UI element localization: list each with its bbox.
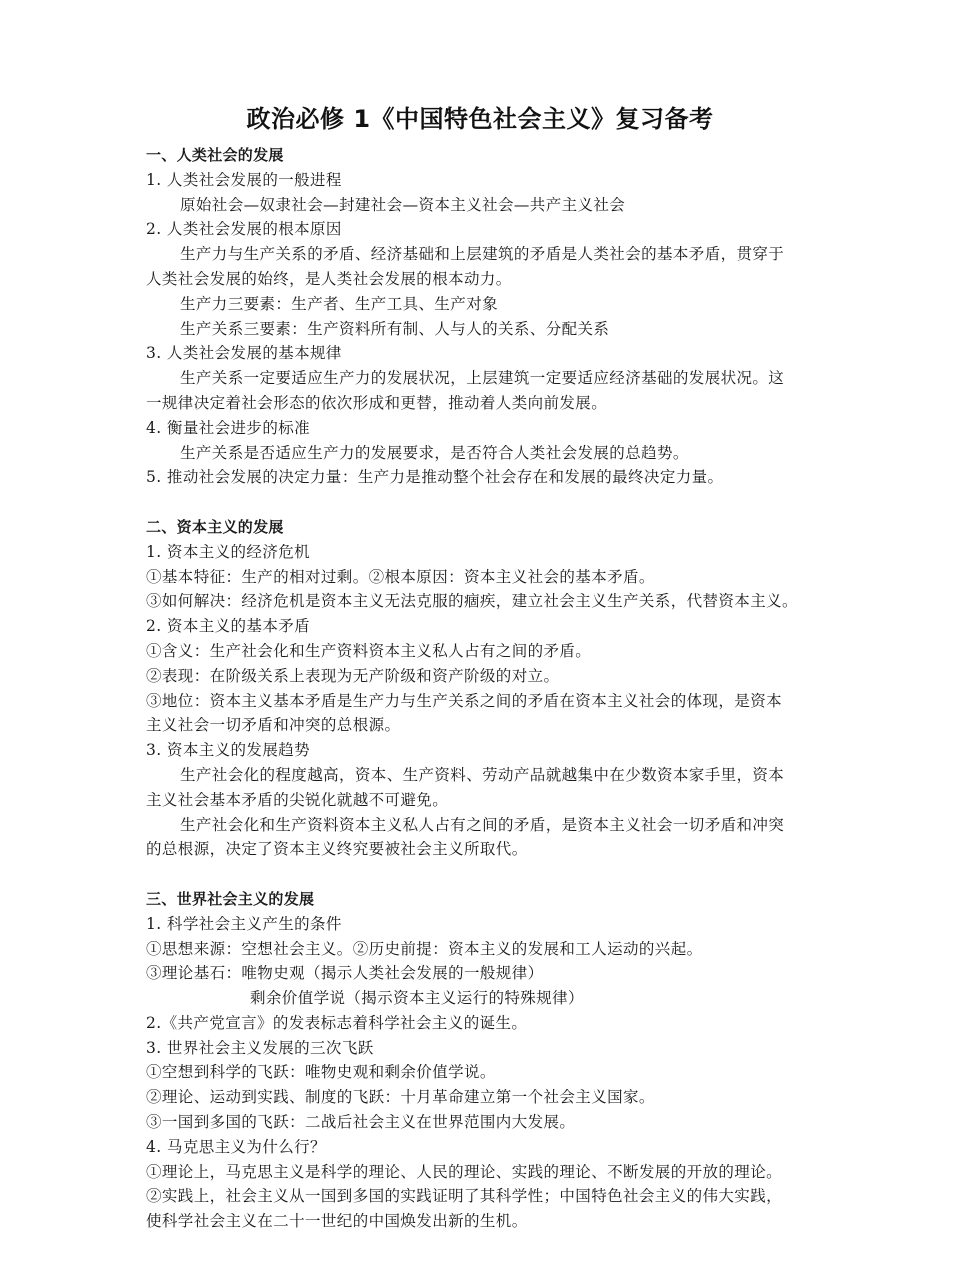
- text-line: 人类社会发展的始终，是人类社会发展的根本动力。: [146, 269, 512, 288]
- document-body: [146, 143, 826, 1234]
- text-line: ①基本特征：生产的相对过剩。②根本原因：资本主义社会的基本矛盾。: [146, 567, 655, 586]
- text-line: ②表现：在阶级关系上表现为无产阶级和资产阶级的对立。: [146, 666, 560, 685]
- section-heading: 二、资本主义的发展: [146, 517, 284, 536]
- section-heading: 三、世界社会主义的发展: [146, 889, 315, 908]
- text-line: 原始社会—奴隶社会—封建社会—资本主义社会—共产主义社会: [180, 195, 626, 214]
- text-line: 2.《共产党宣言》的发表标志着科学社会主义的诞生。: [146, 1013, 528, 1032]
- text-line: 3. 资本主义的发展趋势: [146, 741, 311, 760]
- text-line: ③如何解决：经济危机是资本主义无法克服的痼疾，建立社会主义生产关系，代替资本主义。: [146, 592, 798, 611]
- text-line: ①空想到科学的飞跃：唯物史观和剩余价值学说。: [146, 1063, 496, 1082]
- section-human-society: [146, 143, 826, 490]
- text-line: 使科学社会主义在二十一世纪的中国焕发出新的生机。: [146, 1212, 528, 1231]
- document-title: 政治必修 1《中国特色社会主义》复习备考: [246, 105, 714, 133]
- text-line: ③地位：资本主义基本矛盾是生产力与生产关系之间的矛盾在资本主义社会的体现，是资本: [146, 691, 783, 710]
- text-line: ①理论上，马克思主义是科学的理论、人民的理论、实践的理论、不断发展的开放的理论。: [146, 1162, 783, 1181]
- text-line: 3. 人类社会发展的基本规律: [146, 344, 342, 363]
- text-line: 2. 资本主义的基本矛盾: [146, 617, 311, 636]
- text-line: 剩余价值学说（揭示资本主义运行的特殊规律）: [250, 989, 584, 1008]
- text-line: 一规律决定着社会形态的依次形成和更替，推动着人类向前发展。: [146, 393, 608, 412]
- text-line: ②理论、运动到实践、制度的飞跃：十月革命建立第一个社会主义国家。: [146, 1088, 655, 1107]
- text-line: 5. 推动社会发展的决定力量：生产力是推动整个社会存在和发展的最终决定力量。: [146, 468, 724, 487]
- text-line: ①思想来源：空想社会主义。②历史前提：资本主义的发展和工人运动的兴起。: [146, 939, 703, 958]
- section-capitalism: [146, 515, 826, 862]
- text-line: 3. 世界社会主义发展的三次飞跃: [146, 1038, 374, 1057]
- text-line: ①含义：生产社会化和生产资料资本主义私人占有之间的矛盾。: [146, 641, 592, 660]
- text-line: 4. 衡量社会进步的标准: [146, 418, 311, 437]
- text-line: 主义社会一切矛盾和冲突的总根源。: [146, 716, 401, 735]
- text-line: 1. 资本主义的经济危机: [146, 542, 311, 561]
- text-line: 1. 科学社会主义产生的条件: [146, 914, 342, 933]
- section-heading: 一、人类社会的发展: [146, 146, 284, 164]
- text-line: 生产关系是否适应生产力的发展要求，是否符合人类社会发展的总趋势。: [180, 443, 689, 462]
- section-world-socialism: [146, 887, 826, 1234]
- text-line: 1. 人类社会发展的一般进程: [146, 170, 342, 189]
- text-line: 生产力三要素：生产者、生产工具、生产对象: [180, 294, 499, 313]
- text-line: 的总根源，决定了资本主义终究要被社会主义所取代。: [146, 840, 528, 859]
- text-line: 生产关系一定要适应生产力的发展状况，上层建筑一定要适应经济基础的发展状况。这: [180, 369, 785, 388]
- text-line: ③理论基石：唯物史观（揭示人类社会发展的一般规律）: [146, 964, 544, 983]
- text-line: 生产力与生产关系的矛盾、经济基础和上层建筑的矛盾是人类社会的基本矛盾，贯穿于: [180, 245, 785, 264]
- text-line: 生产社会化和生产资料资本主义私人占有之间的矛盾，是资本主义社会一切矛盾和冲突: [180, 815, 785, 834]
- text-line: 2. 人类社会发展的根本原因: [146, 220, 342, 239]
- text-line: ③一国到多国的飞跃：二战后社会主义在世界范围内大发展。: [146, 1113, 576, 1132]
- text-line: 4. 马克思主义为什么行？: [146, 1137, 326, 1156]
- text-line: 主义社会基本矛盾的尖锐化就越不可避免。: [146, 790, 449, 809]
- text-line: 生产关系三要素：生产资料所有制、人与人的关系、分配关系: [180, 319, 610, 338]
- text-line: ②实践上，社会主义从一国到多国的实践证明了其科学性；中国特色社会主义的伟大实践，: [146, 1187, 783, 1206]
- text-line: 生产社会化的程度越高，资本、生产资料、劳动产品就越集中在少数资本家手里，资本: [180, 765, 785, 784]
